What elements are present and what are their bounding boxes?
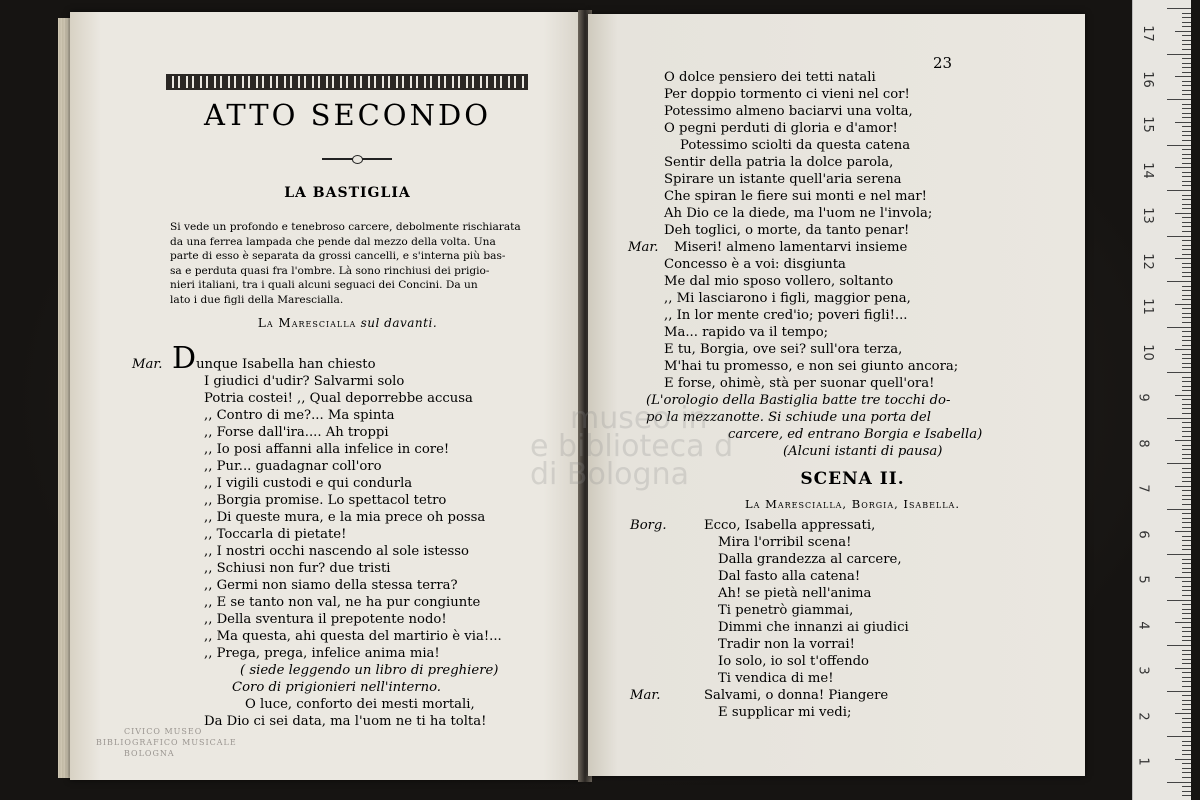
ruler-tick bbox=[1167, 54, 1191, 55]
ruler-tick bbox=[1167, 600, 1191, 601]
verse-line: Tradir non la vorrai! bbox=[718, 637, 855, 652]
ruler-tick bbox=[1167, 372, 1191, 373]
stamp-line: BOLOGNA bbox=[124, 749, 175, 758]
ruler-tick bbox=[1182, 477, 1191, 478]
verse-line: ,, Della sventura il prepotente nodo! bbox=[204, 612, 447, 627]
ruler-tick bbox=[1182, 681, 1191, 682]
ruler-number: 13 bbox=[1139, 207, 1155, 224]
ruler-number: 6 bbox=[1135, 529, 1151, 539]
ruler-tick bbox=[1182, 222, 1191, 223]
ruler-tick bbox=[1182, 618, 1191, 619]
verse-line: Spirare un istante quell'aria serena bbox=[664, 172, 902, 187]
ruler-tick bbox=[1182, 640, 1191, 641]
ruler-tick bbox=[1182, 94, 1191, 95]
ruler-tick bbox=[1182, 90, 1191, 91]
ruler-tick bbox=[1182, 468, 1191, 469]
ruler-tick bbox=[1182, 650, 1191, 651]
ruler-tick bbox=[1182, 381, 1191, 382]
ruler-tick bbox=[1182, 135, 1191, 136]
verse-line: ,, Di queste mura, e la mia prece oh possa bbox=[204, 510, 486, 525]
ruler-tick bbox=[1182, 113, 1191, 114]
ruler-tick bbox=[1182, 404, 1191, 405]
ruler-tick bbox=[1182, 299, 1191, 300]
right-verse-block-2 bbox=[630, 517, 1080, 721]
ruler-tick bbox=[1175, 122, 1191, 123]
verse-line: Potria costei! ,, Qual deporrebbe accusa bbox=[204, 391, 473, 406]
ruler-number: 15 bbox=[1139, 116, 1155, 133]
ruler-tick bbox=[1182, 154, 1191, 155]
ruler-tick bbox=[1182, 245, 1191, 246]
ruler-number: 7 bbox=[1135, 484, 1151, 493]
stage-direction: carcere, ed entrano Borgia e Isabella) bbox=[728, 427, 983, 442]
ruler-tick bbox=[1182, 377, 1191, 378]
ruler-tick bbox=[1182, 545, 1191, 546]
ruler-tick bbox=[1182, 386, 1191, 387]
ruler-tick bbox=[1175, 167, 1191, 168]
ruler-tick bbox=[1182, 627, 1191, 628]
ruler-tick bbox=[1175, 258, 1191, 259]
verse-text: unque Isabella han chiesto bbox=[196, 357, 376, 372]
ruler-tick bbox=[1167, 281, 1191, 282]
ruler-tick bbox=[1167, 554, 1191, 555]
ruler-tick bbox=[1182, 750, 1191, 751]
left-verse-block bbox=[132, 341, 572, 730]
ruler-tick bbox=[1175, 531, 1191, 532]
verse-line: Che spiran le fiere sui monti e nel mar! bbox=[664, 189, 927, 204]
ruler-tick bbox=[1182, 44, 1191, 45]
speaker-label: Mar. bbox=[132, 357, 163, 372]
ruler-tick bbox=[1175, 76, 1191, 77]
verse-line: Ah! se pietà nell'anima bbox=[718, 586, 872, 601]
verse-line: E tu, Borgia, ove sei? sull'ora terza, bbox=[664, 342, 903, 357]
verse-line: Ti penetrò giammai, bbox=[718, 603, 854, 618]
watermark-line: di Bologna bbox=[530, 457, 689, 492]
ruler-tick bbox=[1182, 636, 1191, 637]
ruler-tick bbox=[1182, 631, 1191, 632]
ruler-tick bbox=[1182, 490, 1191, 491]
ruler-tick bbox=[1182, 540, 1191, 541]
ruler-tick bbox=[1182, 322, 1191, 323]
ruler-number: 9 bbox=[1135, 393, 1151, 402]
ruler-tick bbox=[1182, 472, 1191, 473]
ruler-number: 10 bbox=[1139, 343, 1155, 361]
stage-description bbox=[170, 220, 530, 307]
ruler-number: 4 bbox=[1135, 620, 1151, 630]
ruler-tick bbox=[1182, 559, 1191, 560]
ruler-tick bbox=[1182, 754, 1191, 755]
ruler-tick bbox=[1182, 249, 1191, 250]
description-line: Si vede un profondo e tenebroso carcere, debolmente rischiarata bbox=[170, 221, 521, 233]
ruler-number: 1 bbox=[1135, 757, 1151, 766]
ruler-tick bbox=[1182, 199, 1191, 200]
ruler-tick bbox=[1167, 509, 1191, 510]
ruler-tick bbox=[1182, 727, 1191, 728]
ruler-tick bbox=[1182, 276, 1191, 277]
ruler-tick bbox=[1182, 67, 1191, 68]
ruler-tick bbox=[1182, 513, 1191, 514]
ruler-tick bbox=[1182, 345, 1191, 346]
ruler-tick bbox=[1167, 145, 1191, 146]
ruler-tick bbox=[1182, 572, 1191, 573]
ruler-number: 11 bbox=[1139, 298, 1155, 315]
ruler-tick bbox=[1182, 795, 1191, 796]
ruler-tick bbox=[1182, 81, 1191, 82]
ruler-tick bbox=[1182, 413, 1191, 414]
ruler-tick bbox=[1182, 613, 1191, 614]
verse-text: Salvami, o donna! Piangere bbox=[704, 688, 889, 703]
verse-line: ,, Forse dall'ira.... Ah troppi bbox=[204, 425, 389, 440]
description-line: sa e perduta quasi fra l'ombre. Là sono rinchiusi dei prigio- bbox=[170, 264, 490, 277]
ruler-tick bbox=[1182, 176, 1191, 177]
ruler-tick bbox=[1182, 308, 1191, 309]
verse-text: Miseri! almeno lamentarvi insieme bbox=[674, 240, 908, 255]
ruler-tick bbox=[1182, 272, 1191, 273]
ruler-tick bbox=[1182, 686, 1191, 687]
stage-direction: ( siede leggendo un libro di preghiere) bbox=[240, 663, 499, 678]
ruler-tick bbox=[1167, 236, 1191, 237]
ruler-tick bbox=[1182, 295, 1191, 296]
ruler-tick bbox=[1182, 240, 1191, 241]
ruler-tick bbox=[1182, 40, 1191, 41]
verse-line: ,, Toccarla di pietate! bbox=[204, 527, 347, 542]
dropcap: D bbox=[172, 341, 197, 376]
ruler-tick bbox=[1182, 449, 1191, 450]
ruler-tick bbox=[1182, 772, 1191, 773]
ruler-tick bbox=[1175, 713, 1191, 714]
verse-line: Sentir della patria la dolce parola, bbox=[664, 155, 894, 170]
ruler-tick bbox=[1182, 695, 1191, 696]
ruler-tick bbox=[1175, 577, 1191, 578]
measuring-ruler bbox=[1132, 0, 1191, 800]
ruler-tick bbox=[1182, 586, 1191, 587]
verse-line: O luce, conforto dei mesti mortali, bbox=[245, 697, 475, 712]
ruler-number: 8 bbox=[1135, 438, 1151, 448]
verse-line: Potessimo sciolti da questa catena bbox=[680, 138, 911, 153]
ruler-tick bbox=[1182, 549, 1191, 550]
ruler-tick bbox=[1182, 363, 1191, 364]
ruler-tick bbox=[1182, 431, 1191, 432]
scene-place: LA BASTIGLIA bbox=[284, 185, 411, 201]
character-name: La Marescialla bbox=[257, 316, 357, 330]
ruler-tick bbox=[1175, 349, 1191, 350]
ruler-tick bbox=[1182, 49, 1191, 50]
stage-direction: sul davanti. bbox=[360, 316, 438, 330]
verse-line bbox=[630, 687, 1080, 704]
verse-line: ,, I nostri occhi nascendo al sole istesso bbox=[204, 544, 469, 559]
ruler-tick bbox=[1182, 208, 1191, 209]
verse-line: Potessimo almeno baciarvi una volta, bbox=[664, 104, 913, 119]
ruler-tick bbox=[1167, 645, 1191, 646]
ruler-number: 5 bbox=[1135, 575, 1151, 584]
ruler-tick bbox=[1182, 791, 1191, 792]
ruler-tick bbox=[1182, 709, 1191, 710]
ruler-tick bbox=[1182, 340, 1191, 341]
ruler-tick bbox=[1182, 741, 1191, 742]
verse-line: ,, Germi non siamo della stessa terra? bbox=[204, 578, 458, 593]
verse-line: Mira l'orribil scena! bbox=[718, 535, 852, 550]
ruler-tick bbox=[1182, 63, 1191, 64]
ruler-tick bbox=[1182, 481, 1191, 482]
ruler-number: 12 bbox=[1139, 252, 1155, 270]
verse-line: Ma... rapido va il tempo; bbox=[664, 325, 829, 340]
description-line: da una ferrea lampada che pende dal mezzo della volta. Una bbox=[170, 235, 496, 248]
scene-title: SCENA II. bbox=[800, 469, 905, 489]
verse-line: Per doppio tormento ci vieni nel cor! bbox=[664, 87, 910, 102]
verse-line: ,, In lor mente cred'io; poveri figli!... bbox=[664, 308, 908, 323]
verse-line: Ah Dio ce la diede, ma l'uom ne l'invola; bbox=[664, 206, 933, 221]
ornamental-border bbox=[166, 74, 528, 90]
ruler-tick bbox=[1182, 263, 1191, 264]
stage-direction: po la mezzanotte. Si schiude una porta del bbox=[646, 410, 931, 425]
act-title: ATTO SECONDO bbox=[204, 98, 491, 132]
ruler-tick bbox=[1182, 399, 1191, 400]
verse-line: E forse, ohimè, stà per suonar quell'ora! bbox=[664, 376, 935, 391]
ruler-tick bbox=[1182, 700, 1191, 701]
verse-line: Da Dio ci sei data, ma l'uom ne ti ha tolta! bbox=[204, 714, 487, 729]
ruler-tick bbox=[1182, 768, 1191, 769]
ruler-tick bbox=[1182, 267, 1191, 268]
ruler-tick bbox=[1182, 408, 1191, 409]
ruler-tick bbox=[1175, 304, 1191, 305]
ruler-tick bbox=[1182, 231, 1191, 232]
ruler-tick bbox=[1182, 722, 1191, 723]
ruler-tick bbox=[1182, 436, 1191, 437]
ruler-tick bbox=[1175, 440, 1191, 441]
speaker-label: Borg. bbox=[630, 518, 667, 533]
ruler-tick bbox=[1167, 8, 1191, 9]
ruler-tick bbox=[1182, 35, 1191, 36]
ruler-number: 17 bbox=[1139, 25, 1155, 42]
ruler-tick bbox=[1182, 22, 1191, 23]
verse-line: ,, Borgia promise. Lo spettacol tetro bbox=[204, 493, 447, 508]
verse-line: M'hai tu promesso, e non sei giunto ancora; bbox=[664, 359, 959, 374]
verse-line: Concesso è a voi: disgiunta bbox=[664, 257, 846, 272]
ruler-tick bbox=[1182, 163, 1191, 164]
ruler-tick bbox=[1167, 782, 1191, 783]
title-divider bbox=[322, 158, 392, 160]
ruler-tick bbox=[1182, 495, 1191, 496]
ruler-tick bbox=[1182, 499, 1191, 500]
watermark-line: museo in bbox=[570, 401, 708, 436]
ruler-tick bbox=[1182, 604, 1191, 605]
ruler-tick bbox=[1182, 590, 1191, 591]
ruler-tick bbox=[1182, 131, 1191, 132]
verse-line: ,, Contro di me?... Ma spinta bbox=[204, 408, 395, 423]
verse-line: O dolce pensiero dei tetti natali bbox=[664, 70, 876, 85]
stamp-line: BIBLIOGRAFICO MUSICALE bbox=[96, 738, 237, 747]
ruler-tick bbox=[1182, 26, 1191, 27]
ruler-tick bbox=[1175, 622, 1191, 623]
ruler-tick bbox=[1182, 458, 1191, 459]
ruler-tick bbox=[1182, 13, 1191, 14]
ruler-tick bbox=[1182, 663, 1191, 664]
ruler-tick bbox=[1175, 213, 1191, 214]
verse-text: Ecco, Isabella appressati, bbox=[704, 518, 876, 533]
ruler-tick bbox=[1182, 786, 1191, 787]
verse-line: I giudici d'udir? Salvarmi solo bbox=[204, 374, 405, 389]
ruler-tick bbox=[1182, 140, 1191, 141]
ruler-tick bbox=[1182, 454, 1191, 455]
verse-line: ,, I vigili custodi e qui condurla bbox=[204, 476, 413, 491]
stage-heading bbox=[170, 316, 525, 330]
ruler-tick bbox=[1182, 654, 1191, 655]
verse-line: ,, Ma questa, ahi questa del martirio è via!... bbox=[204, 629, 502, 644]
verse-line bbox=[628, 239, 1078, 256]
ruler-tick bbox=[1182, 568, 1191, 569]
ruler-tick bbox=[1182, 158, 1191, 159]
ruler-tick bbox=[1167, 327, 1191, 328]
ruler-number: 16 bbox=[1139, 70, 1155, 88]
ruler-tick bbox=[1182, 672, 1191, 673]
ruler-tick bbox=[1175, 395, 1191, 396]
ruler-tick bbox=[1182, 336, 1191, 337]
verse-line: Io solo, io sol t'offendo bbox=[718, 654, 869, 669]
ruler-tick bbox=[1182, 286, 1191, 287]
ruler-tick bbox=[1182, 731, 1191, 732]
ruler-tick bbox=[1182, 367, 1191, 368]
ruler-tick bbox=[1167, 736, 1191, 737]
scene-characters: La Marescialla, Borgia, Isabella. bbox=[745, 497, 960, 511]
verse-line: ,, Io posi affanni alla infelice in core! bbox=[204, 442, 450, 457]
ruler-tick bbox=[1182, 72, 1191, 73]
library-stamp bbox=[96, 726, 237, 759]
ruler-tick bbox=[1182, 704, 1191, 705]
stage-direction: (Alcuni istanti di pausa) bbox=[783, 444, 943, 459]
ruler-tick bbox=[1182, 390, 1191, 391]
ruler-tick bbox=[1182, 445, 1191, 446]
speaker-label: Mar. bbox=[630, 688, 661, 703]
ruler-tick bbox=[1167, 99, 1191, 100]
ruler-tick bbox=[1167, 418, 1191, 419]
ruler-tick bbox=[1182, 609, 1191, 610]
verse-line: Dal fasto alla catena! bbox=[718, 569, 861, 584]
verse-line: E supplicar mi vedi; bbox=[718, 705, 852, 720]
ruler-tick bbox=[1182, 226, 1191, 227]
ruler-tick bbox=[1182, 254, 1191, 255]
verse-line: ,, E se tanto non val, ne ha pur congiunte bbox=[204, 595, 481, 610]
watermark-line: e biblioteca d bbox=[530, 429, 734, 464]
verse-line: Dimmi che innanzi ai giudici bbox=[718, 620, 909, 635]
description-line: parte di esso è separata da grossi cancelli, e s'interna più bas- bbox=[170, 250, 506, 262]
ruler-tick bbox=[1182, 518, 1191, 519]
ruler-tick bbox=[1182, 117, 1191, 118]
ruler-tick bbox=[1182, 313, 1191, 314]
ruler-tick bbox=[1182, 422, 1191, 423]
ruler-number: 3 bbox=[1135, 666, 1151, 675]
ruler-tick bbox=[1182, 204, 1191, 205]
stage-direction: Coro di prigionieri nell'interno. bbox=[232, 680, 441, 695]
ruler-tick bbox=[1182, 317, 1191, 318]
ruler-tick bbox=[1182, 536, 1191, 537]
ruler-tick bbox=[1182, 181, 1191, 182]
ruler-tick bbox=[1167, 190, 1191, 191]
ruler-tick bbox=[1182, 763, 1191, 764]
page-number: 23 bbox=[933, 54, 953, 72]
ruler-tick bbox=[1182, 677, 1191, 678]
verse-line: Me dal mio sposo vollero, soltanto bbox=[664, 274, 894, 289]
ruler-tick bbox=[1182, 522, 1191, 523]
ruler-tick bbox=[1182, 659, 1191, 660]
ruler-tick bbox=[1182, 427, 1191, 428]
ruler-tick bbox=[1182, 108, 1191, 109]
ruler-number: 14 bbox=[1139, 161, 1155, 179]
verse-line bbox=[132, 341, 572, 376]
stage-direction: (L'orologio della Bastiglia batte tre tocchi do- bbox=[646, 393, 951, 408]
description-line: nieri italiani, tra i quali alcuni seguaci dei Concini. Da un bbox=[170, 279, 478, 291]
verse-line: ,, Pur... guadagnar coll'oro bbox=[204, 459, 382, 474]
ruler-tick bbox=[1182, 85, 1191, 86]
ruler-tick bbox=[1182, 195, 1191, 196]
ruler-number: 2 bbox=[1135, 711, 1151, 721]
ruler-tick bbox=[1182, 290, 1191, 291]
ruler-tick bbox=[1182, 504, 1191, 505]
ruler-tick bbox=[1182, 331, 1191, 332]
ruler-tick bbox=[1182, 777, 1191, 778]
ruler-tick bbox=[1182, 172, 1191, 173]
description-line: lato i due figli della Marescialla. bbox=[170, 293, 344, 306]
ruler-tick bbox=[1182, 581, 1191, 582]
verse-line: Deh toglici, o morte, da tanto penar! bbox=[664, 223, 910, 238]
verse-line: O pegni perduti di gloria e d'amor! bbox=[664, 121, 898, 136]
ruler-tick bbox=[1182, 354, 1191, 355]
ruler-tick bbox=[1182, 17, 1191, 18]
ruler-tick bbox=[1182, 563, 1191, 564]
ruler-tick bbox=[1182, 217, 1191, 218]
ruler-tick bbox=[1182, 358, 1191, 359]
ruler-tick bbox=[1182, 718, 1191, 719]
ruler-tick bbox=[1182, 104, 1191, 105]
ruler-tick bbox=[1167, 463, 1191, 464]
ruler-tick bbox=[1182, 527, 1191, 528]
verse-line bbox=[630, 517, 1080, 534]
verse-line: Ti vendica di me! bbox=[718, 671, 834, 686]
verse-line: ,, Schiusi non fur? due tristi bbox=[204, 561, 391, 576]
watermark bbox=[520, 401, 734, 492]
ruler-tick bbox=[1167, 691, 1191, 692]
ruler-tick bbox=[1175, 31, 1191, 32]
ruler-tick bbox=[1182, 185, 1191, 186]
verse-line: ,, Prega, prega, infelice anima mia! bbox=[204, 646, 440, 661]
stamp-line: CIVICO MUSEO bbox=[124, 727, 203, 736]
ruler-tick bbox=[1182, 745, 1191, 746]
speaker-label: Mar. bbox=[628, 240, 659, 255]
ruler-tick bbox=[1175, 668, 1191, 669]
ruler-tick bbox=[1182, 595, 1191, 596]
ruler-tick bbox=[1175, 759, 1191, 760]
verse-line: ,, Mi lasciarono i figli, maggior pena, bbox=[664, 291, 911, 306]
ruler-tick bbox=[1175, 486, 1191, 487]
ruler-tick bbox=[1182, 149, 1191, 150]
ruler-tick bbox=[1182, 126, 1191, 127]
ruler-tick bbox=[1182, 58, 1191, 59]
verse-line: Dalla grandezza al carcere, bbox=[718, 552, 902, 567]
